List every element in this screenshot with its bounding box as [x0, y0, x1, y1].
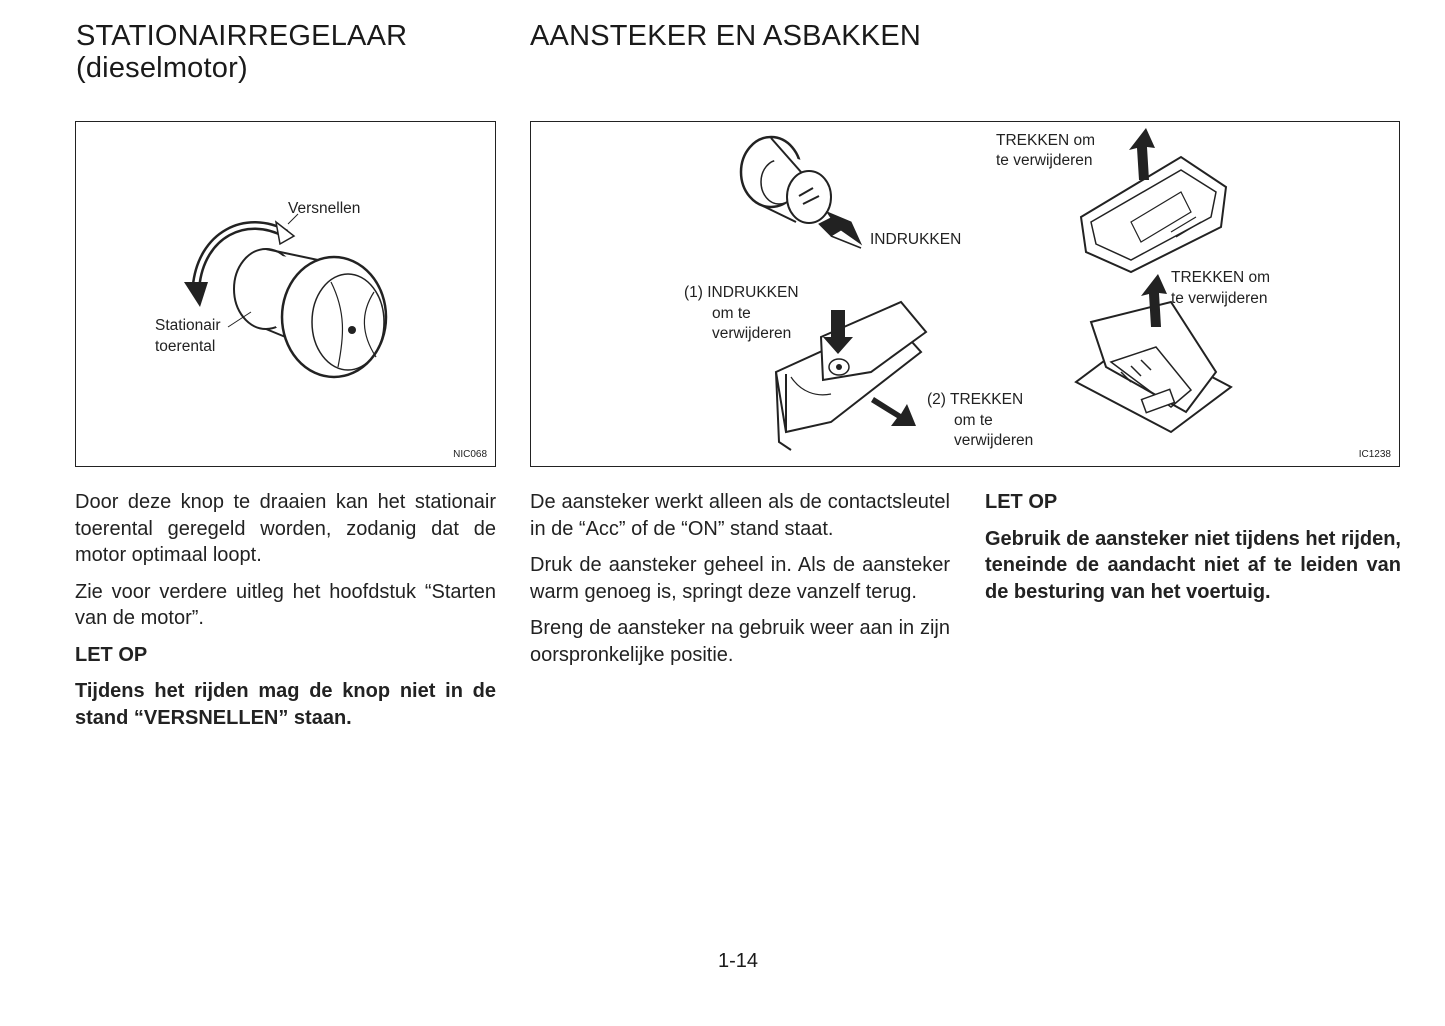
left-paragraph-2: Zie voor verdere uitleg het hoofdstuk “Starten van de motor”. — [75, 580, 496, 629]
pull-arrow-center — [871, 397, 916, 426]
lighter-drawing — [741, 137, 831, 223]
label-pull-mid-2: te verwijderen — [1171, 290, 1268, 307]
right-text-column — [985, 489, 1401, 615]
pull-up-arrow-top — [1129, 128, 1155, 180]
right-caution-heading: LET OP — [985, 491, 1058, 513]
label-accelerate: Versnellen — [288, 200, 361, 217]
middle-text-column — [530, 489, 950, 678]
label-pull-1: (2) TREKKEN — [927, 391, 1024, 408]
label-pull-2: om te — [954, 412, 993, 429]
left-caution-heading: LET OP — [75, 643, 148, 666]
idle-knob-illustration — [76, 122, 497, 468]
page-number: 1-14 — [718, 950, 759, 972]
middle-paragraph-3: Breng de aansteker na gebruik weer aan in zijn oorspronkelijke positie. — [530, 617, 950, 666]
figure-lighter-ashtrays — [530, 121, 1400, 467]
top-right-ashtray-drawing — [1081, 157, 1226, 272]
figure-code-left: NIC068 — [453, 449, 487, 460]
label-idle-line2: toerental — [155, 338, 216, 355]
label-pull-mid-1: TREKKEN om — [1171, 269, 1271, 286]
rotation-arrow-head — [184, 282, 208, 307]
section-subtitle-diesel: (dieselmotor) — [76, 52, 248, 84]
middle-paragraph-2: Druk de aansteker geheel in. Als de aansteker warm genoeg is, springt deze vanzelf terug. — [530, 554, 950, 603]
label-pull-top-1: TREKKEN om — [996, 132, 1096, 149]
label-push: INDRUKKEN — [870, 231, 962, 248]
left-paragraph-1: Door deze knop te draaien kan het stationair toerental geregeld worden, zodanig dat de motor optimaal loopt. — [75, 491, 496, 566]
middle-paragraph-1: De aansteker werkt alleen als de contactsleutel in de “Acc” of de “ON” stand staat. — [530, 491, 950, 540]
label-pull-3: verwijderen — [954, 432, 1034, 449]
left-text-column — [75, 489, 496, 741]
label-push-remove-3: verwijderen — [712, 325, 792, 342]
label-pull-top-2: te verwijderen — [996, 152, 1093, 169]
label-push-remove-2: om te — [712, 305, 751, 322]
left-caution-text: Tijdens het rijden mag de knop niet in de stand “VERSNELLEN” staan. — [75, 680, 496, 729]
section-title-idle-regulator: STATIONAIRREGELAAR — [76, 20, 408, 52]
label-push-remove-1: (1) INDRUKKEN — [684, 284, 799, 301]
center-ashtray-drawing — [776, 302, 926, 450]
figure-idle-knob — [75, 121, 496, 467]
label-idle-line1: Stationair — [155, 317, 221, 334]
right-caution-text: Gebruik de aansteker niet tijdens het rijden, teneinde de aandacht niet af te leiden van de besturing van het voertuig. — [985, 527, 1401, 603]
figure-code-right: IC1238 — [1358, 449, 1391, 460]
section-title-lighter: AANSTEKER EN ASBAKKEN — [530, 20, 921, 52]
